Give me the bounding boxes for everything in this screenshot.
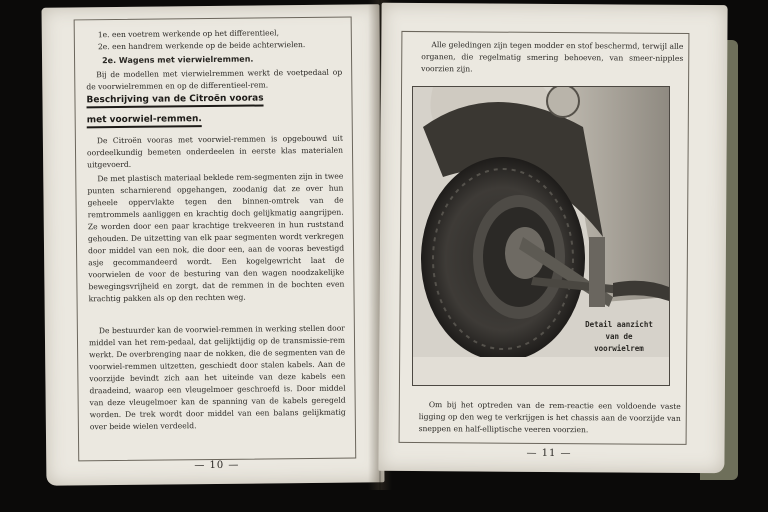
page-number-right: — 11 —: [526, 447, 572, 460]
caption-line-2: van de: [605, 332, 633, 341]
wheel-brake-photograph: [412, 86, 670, 386]
paragraph-1: De Citroën vooras met voorwiel-remmen is opgebouwd uit oordeelkundig bemeten onderdeelen in eerste klas materialen uitgevoerd.: [86, 133, 344, 170]
list-item-footbrake: 1e. een voetrem werkende op het differentieel,: [97, 28, 280, 40]
bottom-paragraph: Om bij het optreden van de rem-reactie een voldoende vaste ligging op den weg te verkrijgen is het chassis aan de voorzijde van sneppen en half-elliptische veeren voorzien.: [418, 400, 681, 435]
section-heading-line2: met voorwiel-remmen.: [87, 114, 202, 125]
left-page: [42, 4, 385, 486]
top-paragraph: Alle geledingen zijn tegen modder en stof beschermd, terwijl alle organen, die regelmatig smering behoeven, van smeer-nipples voorzien zijn.: [421, 40, 684, 74]
page-number-left: — 10 —: [194, 459, 240, 472]
subheading-four-wheel: 2e. Wagens met vierwielremmen.: [102, 54, 254, 66]
paragraph-3: De bestuurder kan de voorwiel-remmen in werking stellen door middel van het rem-pedaal, dat gelijktijdig op de transmissie-rem werkt. De overbrenging naar de nokken, die de segmenten van de voorwiel-remmen uitzetten, geschiedt door stalen kabels. Aan de voorzijde bevindt zich aan het uiteinde van deze kabels een draadeind, waarop een vleugelmoer geschroefd is. Door middel van deze vleugelmoer kan de spanning van de kabels geregeld worden. De trek wordt door middel van een balans gelijkmatig over beide wielen verdeeld.: [88, 323, 346, 432]
section-heading-line1: Beschrijving van de Citroën vooras: [86, 93, 263, 105]
photo-caption: [571, 319, 667, 355]
caption-line-1: Detail aanzicht: [585, 320, 653, 329]
paragraph-2: De met plastisch materiaal beklede rem-segmenten zijn in twee punten scharnierend opgehangen, zoodanig dat ze over hun geheele oppervlakte tegen den binnen-omtrek van de remtrommels aanliggen en krachtig doch gelijkmatig aangrijpen. Ze worden door een paar krachtige trekveeren in hun ruststand gehouden. De uitzetting van elk paar segmenten wordt verkregen door middel van een nok, die door een, aan de vooras bevestigd asje gecommandeerd wordt. Een kogelgewricht laat de voorwielen de voor de besturing van den wagen noodzakelijke bewegingsvrijheid en zorgt, dat de remmen in de bochten even krachtig pakken als op den rechten weg.: [87, 171, 345, 304]
caption-line-3: voorwielrem: [594, 344, 644, 353]
intro-paragraph: Bij de modellen met vierwielremmen werkt de voetpedaal op de voorwielremmen en op de differentieel-rem.: [86, 67, 343, 92]
list-item-handbrake: 2e. een handrem werkende op de beide achterwielen.: [97, 40, 306, 52]
